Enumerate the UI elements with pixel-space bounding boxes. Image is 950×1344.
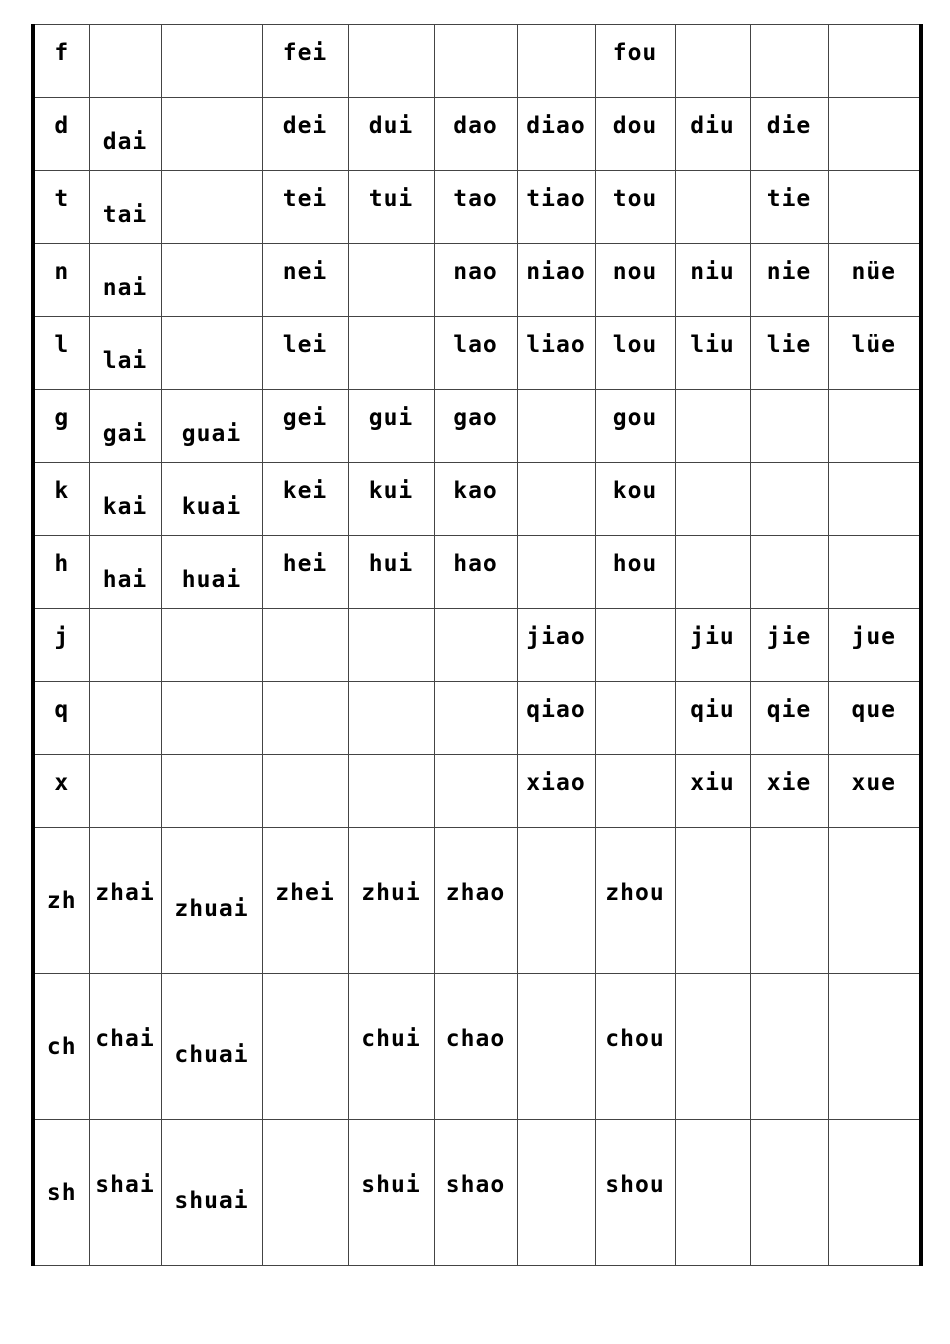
syllable-text: fou	[612, 40, 658, 66]
syllable-cell	[595, 171, 675, 244]
syllable-text: hou	[612, 551, 658, 577]
syllable-text: jiao	[526, 624, 586, 650]
syllable-cell	[517, 828, 595, 974]
syllable-text: kai	[102, 494, 148, 520]
syllable-cell	[89, 463, 161, 536]
syllable-cell	[750, 536, 828, 609]
syllable-cell	[262, 609, 348, 682]
syllable-cell	[161, 609, 262, 682]
syllable-cell	[828, 682, 921, 755]
syllable-text: liu	[690, 332, 735, 358]
syllable-cell	[828, 317, 921, 390]
syllable-cell	[89, 171, 161, 244]
syllable-cell	[828, 755, 921, 828]
syllable-text: shai	[95, 1171, 155, 1198]
initial-label: zh	[46, 887, 77, 914]
syllable-text: qiao	[526, 697, 586, 723]
syllable-cell	[89, 974, 161, 1120]
syllable-cell	[595, 25, 675, 98]
syllable-text: xie	[766, 770, 812, 796]
syllable-text: fei	[282, 40, 328, 66]
syllable-cell	[750, 1120, 828, 1266]
syllable-text: kei	[282, 478, 328, 504]
syllable-cell	[828, 390, 921, 463]
syllable-text: nai	[102, 275, 148, 301]
table-row	[33, 609, 921, 682]
syllable-text: xiu	[690, 770, 735, 796]
syllable-text: chao	[445, 1025, 506, 1052]
syllable-text: gou	[612, 405, 658, 431]
syllable-cell	[262, 755, 348, 828]
table-row	[33, 536, 921, 609]
syllable-text: tei	[282, 186, 328, 212]
syllable-cell	[161, 536, 262, 609]
syllable-cell	[348, 682, 434, 755]
initial-cell	[33, 536, 89, 609]
syllable-cell	[348, 974, 434, 1120]
syllable-cell	[675, 463, 750, 536]
syllable-cell	[434, 98, 517, 171]
syllable-cell	[89, 317, 161, 390]
syllable-text: nüe	[851, 259, 897, 285]
syllable-cell	[517, 536, 595, 609]
syllable-text: zhuai	[174, 895, 249, 922]
syllable-cell	[348, 171, 434, 244]
syllable-text: nao	[453, 259, 498, 285]
syllable-cell	[675, 244, 750, 317]
syllable-cell	[750, 98, 828, 171]
syllable-text: kou	[612, 478, 658, 504]
syllable-cell	[89, 244, 161, 317]
initial-cell	[33, 755, 89, 828]
syllable-text: gai	[102, 421, 148, 447]
syllable-cell	[434, 682, 517, 755]
syllable-cell	[675, 98, 750, 171]
syllable-text: dao	[453, 113, 498, 139]
syllable-cell	[161, 171, 262, 244]
syllable-text: kuai	[181, 494, 242, 520]
syllable-cell	[434, 536, 517, 609]
initial-label: d	[54, 113, 70, 139]
syllable-text: tie	[766, 186, 812, 212]
syllable-cell	[595, 1120, 675, 1266]
initial-cell	[33, 828, 89, 974]
syllable-text: chuai	[174, 1041, 249, 1068]
table-row	[33, 828, 921, 974]
syllable-text: shou	[605, 1171, 665, 1198]
syllable-text: dui	[368, 113, 414, 139]
syllable-cell	[750, 828, 828, 974]
initial-label: l	[54, 332, 70, 358]
syllable-cell	[348, 755, 434, 828]
syllable-cell	[161, 244, 262, 317]
table-row	[33, 98, 921, 171]
syllable-cell	[595, 974, 675, 1120]
syllable-cell	[675, 755, 750, 828]
syllable-cell	[595, 828, 675, 974]
syllable-cell	[348, 463, 434, 536]
syllable-cell	[675, 317, 750, 390]
syllable-cell	[434, 244, 517, 317]
syllable-cell	[828, 244, 921, 317]
syllable-cell	[161, 25, 262, 98]
syllable-cell	[161, 463, 262, 536]
syllable-text: chou	[605, 1025, 665, 1052]
syllable-cell	[750, 974, 828, 1120]
syllable-cell	[517, 25, 595, 98]
syllable-cell	[595, 536, 675, 609]
syllable-text: xue	[851, 770, 897, 796]
syllable-text: niao	[526, 259, 586, 285]
syllable-text: kui	[368, 478, 414, 504]
syllable-text: kao	[453, 478, 498, 504]
table-row	[33, 244, 921, 317]
syllable-cell	[89, 536, 161, 609]
syllable-text: tai	[102, 202, 148, 228]
syllable-cell	[828, 536, 921, 609]
syllable-cell	[262, 171, 348, 244]
syllable-cell	[675, 974, 750, 1120]
syllable-cell	[434, 828, 517, 974]
initial-label: h	[54, 551, 70, 577]
syllable-text: hai	[102, 567, 148, 593]
syllable-cell	[517, 317, 595, 390]
syllable-text: diao	[526, 113, 586, 139]
initial-label: ch	[46, 1033, 77, 1060]
table-row	[33, 390, 921, 463]
syllable-text: lie	[766, 332, 812, 358]
syllable-text: zhou	[605, 879, 665, 906]
syllable-cell	[828, 828, 921, 974]
syllable-cell	[348, 609, 434, 682]
syllable-cell	[517, 755, 595, 828]
syllable-cell	[434, 609, 517, 682]
syllable-cell	[750, 682, 828, 755]
syllable-cell	[828, 171, 921, 244]
syllable-cell	[262, 974, 348, 1120]
syllable-cell	[675, 828, 750, 974]
initial-label: x	[54, 770, 70, 796]
syllable-text: qie	[766, 697, 812, 723]
syllable-cell	[348, 317, 434, 390]
syllable-cell	[675, 390, 750, 463]
initial-cell	[33, 682, 89, 755]
syllable-cell	[434, 390, 517, 463]
syllable-cell	[828, 1120, 921, 1266]
syllable-cell	[517, 390, 595, 463]
initial-cell	[33, 609, 89, 682]
syllable-text: dei	[282, 113, 328, 139]
syllable-cell	[595, 609, 675, 682]
syllable-cell	[262, 98, 348, 171]
syllable-cell	[675, 682, 750, 755]
syllable-text: zhai	[95, 879, 155, 906]
syllable-cell	[517, 609, 595, 682]
syllable-text: jue	[851, 624, 897, 650]
syllable-cell	[348, 98, 434, 171]
syllable-cell	[675, 25, 750, 98]
syllable-text: shuai	[174, 1187, 249, 1214]
syllable-cell	[750, 25, 828, 98]
syllable-cell	[161, 755, 262, 828]
syllable-cell	[161, 682, 262, 755]
syllable-text: que	[851, 697, 897, 723]
syllable-cell	[517, 682, 595, 755]
initial-cell	[33, 390, 89, 463]
syllable-cell	[348, 536, 434, 609]
initial-label: g	[54, 405, 70, 431]
syllable-cell	[595, 463, 675, 536]
initial-cell	[33, 25, 89, 98]
table-row	[33, 1120, 921, 1266]
syllable-cell	[89, 609, 161, 682]
syllable-cell	[517, 974, 595, 1120]
syllable-cell	[675, 1120, 750, 1266]
pinyin-syllable-table	[31, 24, 923, 1266]
initial-cell	[33, 244, 89, 317]
syllable-text: liao	[526, 332, 586, 358]
syllable-cell	[348, 244, 434, 317]
initial-cell	[33, 974, 89, 1120]
table-row	[33, 463, 921, 536]
syllable-cell	[348, 1120, 434, 1266]
syllable-cell	[828, 974, 921, 1120]
syllable-text: huai	[181, 567, 242, 593]
syllable-cell	[348, 390, 434, 463]
syllable-cell	[89, 682, 161, 755]
syllable-cell	[828, 98, 921, 171]
syllable-cell	[434, 974, 517, 1120]
syllable-cell	[517, 1120, 595, 1266]
syllable-cell	[828, 25, 921, 98]
syllable-text: tou	[612, 186, 658, 212]
syllable-text: lou	[612, 332, 658, 358]
syllable-text: xiao	[526, 770, 586, 796]
syllable-cell	[595, 244, 675, 317]
initial-label: t	[54, 186, 70, 212]
syllable-cell	[434, 755, 517, 828]
syllable-text: die	[766, 113, 812, 139]
table-row	[33, 171, 921, 244]
syllable-text: tiao	[526, 186, 586, 212]
initial-cell	[33, 463, 89, 536]
syllable-cell	[262, 828, 348, 974]
syllable-cell	[262, 1120, 348, 1266]
syllable-text: hei	[282, 551, 328, 577]
syllable-text: zhui	[361, 879, 421, 906]
syllable-cell	[89, 828, 161, 974]
syllable-text: diu	[690, 113, 735, 139]
syllable-cell	[595, 390, 675, 463]
syllable-text: niu	[690, 259, 735, 285]
syllable-cell	[89, 98, 161, 171]
syllable-cell	[348, 25, 434, 98]
syllable-cell	[595, 755, 675, 828]
syllable-cell	[89, 390, 161, 463]
syllable-cell	[595, 682, 675, 755]
syllable-text: nie	[766, 259, 812, 285]
initial-label: f	[54, 40, 70, 66]
syllable-text: tao	[453, 186, 498, 212]
syllable-text: zhao	[445, 879, 506, 906]
syllable-cell	[750, 171, 828, 244]
syllable-cell	[434, 463, 517, 536]
syllable-text: shui	[361, 1171, 421, 1198]
table-row	[33, 317, 921, 390]
syllable-cell	[161, 317, 262, 390]
syllable-cell	[595, 98, 675, 171]
syllable-text: qiu	[690, 697, 735, 723]
syllable-text: nei	[282, 259, 328, 285]
initial-label: j	[54, 624, 70, 650]
syllable-text: dou	[612, 113, 658, 139]
syllable-text: hao	[453, 551, 498, 577]
syllable-cell	[262, 244, 348, 317]
syllable-cell	[828, 463, 921, 536]
syllable-cell	[161, 974, 262, 1120]
syllable-text: lüe	[851, 332, 897, 358]
syllable-text: gao	[453, 405, 498, 431]
initial-label: q	[54, 697, 70, 723]
syllable-cell	[750, 317, 828, 390]
initial-cell	[33, 317, 89, 390]
syllable-cell	[262, 25, 348, 98]
syllable-cell	[161, 390, 262, 463]
syllable-cell	[434, 1120, 517, 1266]
syllable-cell	[750, 609, 828, 682]
syllable-cell	[750, 390, 828, 463]
syllable-text: nou	[612, 259, 658, 285]
syllable-text: lei	[282, 332, 328, 358]
syllable-cell	[262, 317, 348, 390]
syllable-cell	[348, 828, 434, 974]
initial-cell	[33, 98, 89, 171]
syllable-cell	[161, 98, 262, 171]
table-row	[33, 755, 921, 828]
syllable-cell	[262, 682, 348, 755]
syllable-text: tui	[368, 186, 414, 212]
syllable-cell	[595, 317, 675, 390]
initial-label: n	[54, 259, 70, 285]
syllable-cell	[517, 171, 595, 244]
syllable-cell	[517, 98, 595, 171]
syllable-text: guai	[181, 421, 242, 447]
syllable-text: shao	[445, 1171, 506, 1198]
initial-label: sh	[46, 1179, 77, 1206]
initial-cell	[33, 1120, 89, 1266]
syllable-cell	[517, 463, 595, 536]
table-row	[33, 974, 921, 1120]
syllable-text: chai	[95, 1025, 155, 1052]
syllable-text: chui	[361, 1025, 421, 1052]
syllable-text: gei	[282, 405, 328, 431]
syllable-cell	[750, 755, 828, 828]
syllable-text: zhei	[275, 879, 335, 906]
syllable-cell	[262, 390, 348, 463]
syllable-text: hui	[368, 551, 414, 577]
initial-cell	[33, 171, 89, 244]
syllable-cell	[161, 1120, 262, 1266]
initial-label: k	[54, 478, 70, 504]
table-row	[33, 682, 921, 755]
syllable-text: jie	[766, 624, 812, 650]
syllable-text: lao	[453, 332, 498, 358]
syllable-cell	[675, 171, 750, 244]
syllable-cell	[750, 463, 828, 536]
syllable-cell	[675, 536, 750, 609]
syllable-cell	[262, 536, 348, 609]
syllable-cell	[89, 755, 161, 828]
syllable-cell	[517, 244, 595, 317]
syllable-cell	[750, 244, 828, 317]
syllable-cell	[434, 171, 517, 244]
syllable-text: gui	[368, 405, 414, 431]
syllable-cell	[161, 828, 262, 974]
syllable-cell	[675, 609, 750, 682]
syllable-cell	[89, 25, 161, 98]
syllable-text: dai	[102, 129, 148, 155]
syllable-cell	[828, 609, 921, 682]
table-row	[33, 25, 921, 98]
syllable-cell	[262, 463, 348, 536]
syllable-cell	[89, 1120, 161, 1266]
syllable-text: jiu	[690, 624, 735, 650]
syllable-cell	[434, 317, 517, 390]
syllable-cell	[434, 25, 517, 98]
syllable-text: lai	[102, 348, 148, 374]
